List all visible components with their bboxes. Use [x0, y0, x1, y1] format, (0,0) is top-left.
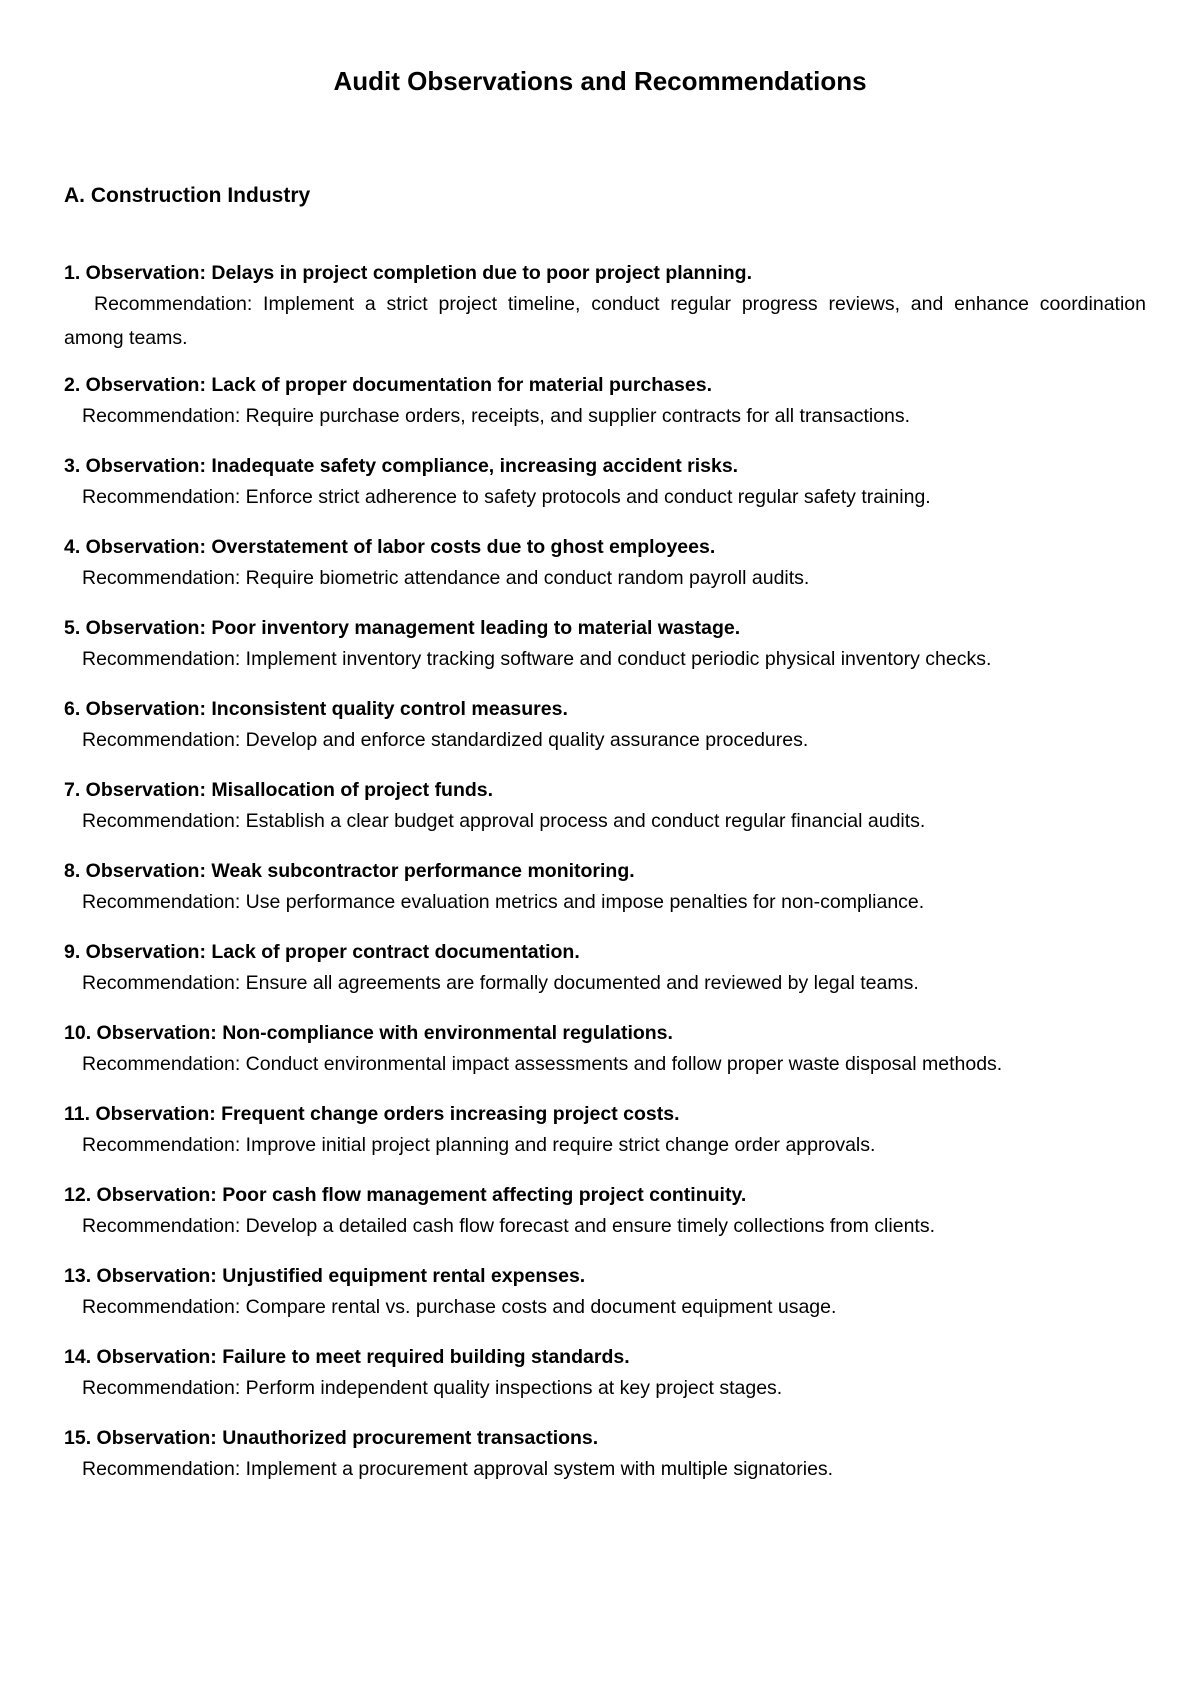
observation-list — [64, 259, 1146, 1505]
observation-text: 6. Observation: Inconsistent quality control measures. — [64, 698, 568, 720]
list-item — [64, 259, 1146, 355]
recommendation-text: Recommendation: Establish a clear budget approval process and conduct regular financial audits. — [82, 810, 926, 832]
list-item — [64, 1181, 1146, 1243]
section-heading: A. Construction Industry — [64, 184, 311, 207]
list-item — [64, 857, 1146, 919]
list-item — [64, 1100, 1146, 1162]
recommendation-text: Recommendation: Implement a procurement approval system with multiple signatories. — [82, 1458, 834, 1480]
list-item — [64, 1262, 1146, 1324]
observation-text: 3. Observation: Inadequate safety compliance, increasing accident risks. — [64, 455, 739, 477]
recommendation-text: Recommendation: Require biometric attendance and conduct random payroll audits. — [82, 567, 810, 589]
observation-text: 11. Observation: Frequent change orders increasing project costs. — [64, 1103, 680, 1125]
observation-text: 15. Observation: Unauthorized procurement transactions. — [64, 1427, 599, 1449]
observation-text: 10. Observation: Non-compliance with environmental regulations. — [64, 1022, 673, 1044]
list-item — [64, 614, 1146, 676]
observation-text: 7. Observation: Misallocation of project funds. — [64, 779, 494, 801]
list-item — [64, 776, 1146, 838]
list-item — [64, 371, 1146, 433]
observation-text: 8. Observation: Weak subcontractor performance monitoring. — [64, 860, 635, 882]
observation-text: 14. Observation: Failure to meet required building standards. — [64, 1346, 630, 1368]
list-item — [64, 1343, 1146, 1405]
observation-text: 2. Observation: Lack of proper documentation for material purchases. — [64, 374, 712, 396]
recommendation-text: Recommendation: Develop and enforce standardized quality assurance procedures. — [82, 729, 809, 751]
page-title: Audit Observations and Recommendations — [333, 66, 867, 96]
list-item — [64, 452, 1146, 514]
recommendation-text: Recommendation: Develop a detailed cash flow forecast and ensure timely collections from clients. — [82, 1215, 936, 1237]
observation-text: 4. Observation: Overstatement of labor costs due to ghost employees. — [64, 536, 716, 558]
recommendation-text: Recommendation: Require purchase orders, receipts, and supplier contracts for all transactions. — [82, 405, 911, 427]
observation-text: 9. Observation: Lack of proper contract documentation. — [64, 941, 580, 963]
recommendation-text: Recommendation: Perform independent quality inspections at key project stages. — [82, 1377, 783, 1399]
recommendation-text: Recommendation: Implement a strict project timeline, conduct regular progress reviews, and enhance coordination among teams. — [64, 293, 1146, 349]
list-item — [64, 1019, 1146, 1081]
observation-text: 13. Observation: Unjustified equipment rental expenses. — [64, 1265, 586, 1287]
list-item — [64, 1424, 1146, 1486]
list-item — [64, 533, 1146, 595]
recommendation-text: Recommendation: Use performance evaluation metrics and impose penalties for non-compliance. — [82, 891, 925, 913]
observation-text: 5. Observation: Poor inventory management leading to material wastage. — [64, 617, 741, 639]
list-item — [64, 938, 1146, 1000]
recommendation-text: Recommendation: Implement inventory tracking software and conduct periodic physical inventory checks. — [82, 648, 992, 670]
recommendation-text: Recommendation: Conduct environmental impact assessments and follow proper waste disposal methods. — [82, 1053, 1003, 1075]
observation-text: 1. Observation: Delays in project completion due to poor project planning. — [64, 262, 753, 284]
recommendation-text: Recommendation: Improve initial project planning and require strict change order approvals. — [82, 1134, 876, 1156]
observation-text: 12. Observation: Poor cash flow management affecting project continuity. — [64, 1184, 747, 1206]
recommendation-text: Recommendation: Enforce strict adherence to safety protocols and conduct regular safety training. — [82, 486, 931, 508]
list-item — [64, 695, 1146, 757]
recommendation-text: Recommendation: Ensure all agreements are formally documented and reviewed by legal teams. — [82, 972, 919, 994]
recommendation-text: Recommendation: Compare rental vs. purchase costs and document equipment usage. — [82, 1296, 837, 1318]
